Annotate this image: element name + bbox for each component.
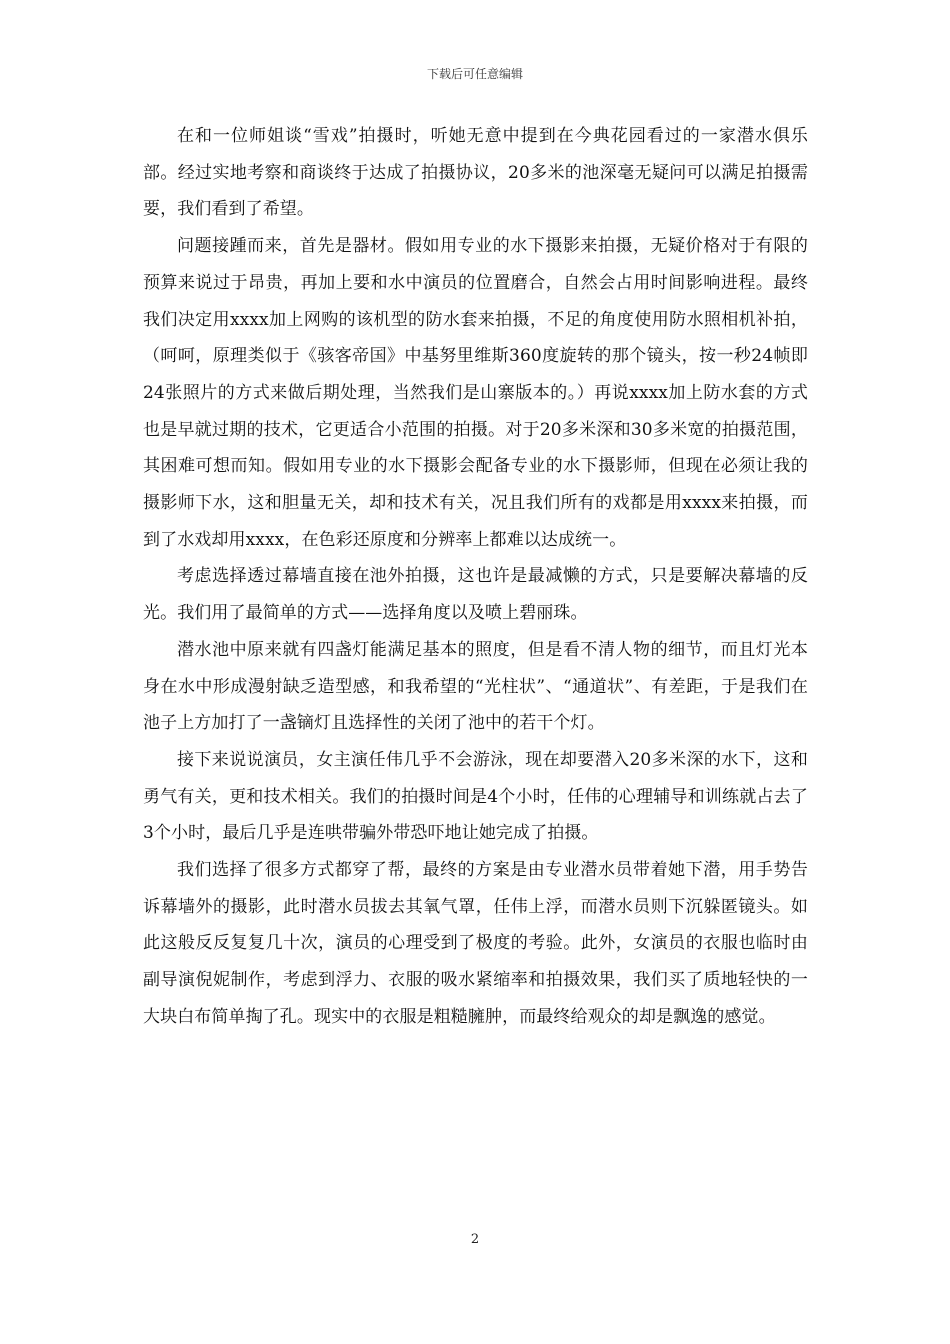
- body-paragraph: 接下来说说演员，女主演任伟几乎不会游泳，现在却要潜入20多米深的水下，这和勇气有关，更和技术相关。我们的拍摄时间是4个小时，任伟的心理辅导和训练就占去了3个小时，最后几乎是连哄带骗外带恐吓地让她完成了拍摄。: [143, 749, 808, 844]
- body-paragraph: 在和一位师姐谈“雪戏”拍摄时，听她无意中提到在今典花园看过的一家潜水俱乐部。经过实地考察和商谈终于达成了拍摄协议，20多米的池深毫无疑问可以满足拍摄需要，我们看到了希望。: [143, 126, 808, 220]
- page-number: 2: [470, 1232, 480, 1247]
- body-paragraph: 我们选择了很多方式都穿了帮，最终的方案是由专业潜水员带着她下潜，用手势告诉幕墙外的摄影，此时潜水员拔去其氧气罩，任伟上浮，而潜水员则下沉躲匿镜头。如此这般反反复复几十次，演员的心理受到了极度的考验。此外，女演员的衣服也临时由副导演倪妮制作，考虑到浮力、衣服的吸水紧缩率和拍摄效果，我们买了质地轻快的一大块白布简单掏了孔。现实中的衣服是粗糙臃肿，而最终给观众的却是飘逸的感觉。: [143, 860, 808, 1027]
- page-header: 下载后可任意编辑: [426, 67, 523, 81]
- document-body: [143, 118, 808, 1036]
- body-paragraph: 考虑选择透过幕墙直接在池外拍摄，这也许是最减懒的方式，只是要解决幕墙的反光。我们用了最简单的方式——选择角度以及喷上碧丽珠。: [143, 566, 808, 624]
- body-paragraph: 问题接踵而来，首先是器材。假如用专业的水下摄影来拍摄，无疑价格对于有限的预算来说过于昂贵，再加上要和水中演员的位置磨合，自然会占用时间影响进程。最终我们决定用xxxx加上网购的该机型的防水套来拍摄，不足的角度使用防水照相机补拍，（呵呵，原理类似于《骇客帝国》中基努里维斯360度旋转的那个镜头，按一秒24帧即24张照片的方式来做后期处理，当然我们是山寨版本的。）再说xxxx加上防水套的方式也是早就过期的技术，它更适合小范围的拍摄。对于20多米深和30多米宽的拍摄范围，其困难可想而知。假如用专业的水下摄影会配备专业的水下摄影师，但现在必须让我的摄影师下水，这和胆量无关，却和技术有关，况且我们所有的戏都是用xxxx来拍摄，而到了水戏却用xxxx，在色彩还原度和分辨率上都难以达成统一。: [143, 236, 808, 550]
- body-paragraph: 潜水池中原来就有四盏灯能满足基本的照度，但是看不清人物的细节，而且灯光本身在水中形成漫射缺乏造型感，和我希望的“光柱状”、“通道状”、有差距，于是我们在池子上方加打了一盏镝灯且选择性的关闭了池中的若干个灯。: [143, 639, 808, 734]
